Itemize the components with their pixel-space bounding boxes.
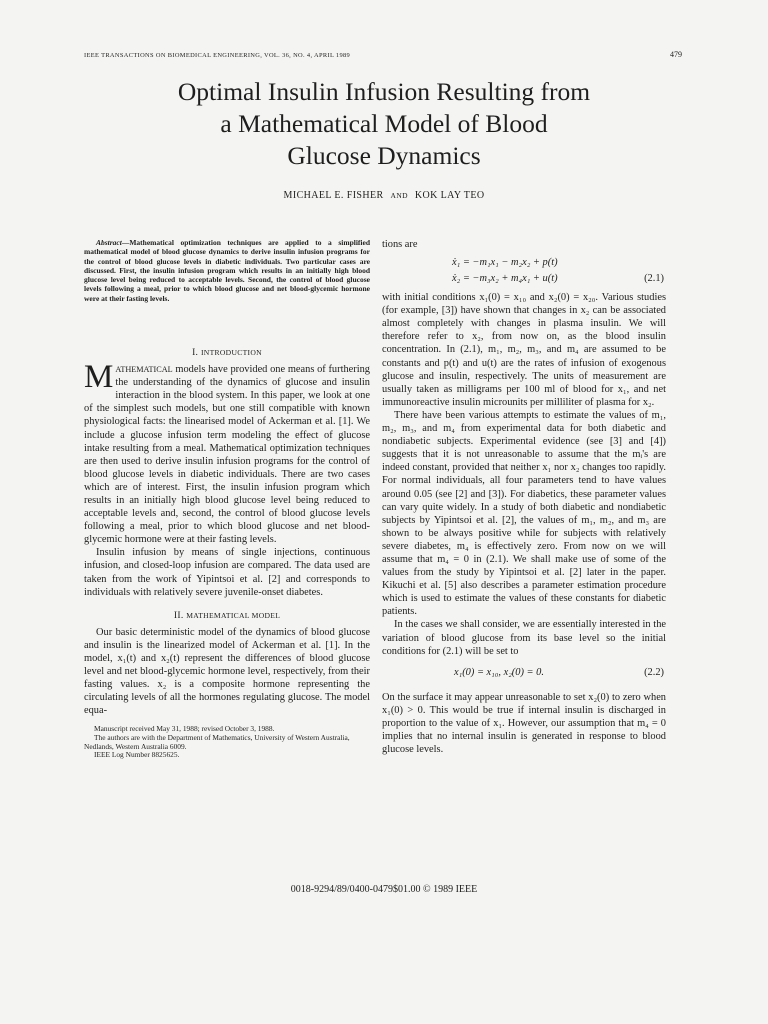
abstract-lead: Abstract [96,238,122,247]
model-paragraph-5: On the surface it may appear unreasonable to set x₂(0) to zero when x₁(0) > 0. This would be true if internal insulin is discharged in proportion to the value of x₁. However, our assumption that m₄ = 0 implies that no internal insulin is generated in response to blood glucose levels. [382,691,666,756]
copyright-line: 0018-9294/89/0400-0479$01.00 © 1989 IEEE [290,884,478,895]
intro-paragraph-2: Insulin infusion by means of single injections, continuous infusion, and closed-loop infusion are compared. The data used are taken from the work of Yipintsoi et al. [2] and corresponds to individuals with relatively severe juvenile-onset diabetes. [84,547,370,598]
model-paragraph-2: with initial conditions x₁(0) = x₁₀ and x₂(0) = x₂₀. Various studies (for example, [3]) have shown that changes in x₂ can be associated almost completely with changes in plasma insulin. We will therefore refer to x₂, from now on, as the blood insulin concentration. In (2.1), m₁, m₂, m₃, and m₄ are assumed to be constants and p(t) and u(t) are the rates of infusion of exogenous glucose and insulin, respectively. The units of measurement are usually taken as milligrams per 100 ml of blood for x₁, and net immunoreactive insulin microunits per milliliter of plasma for x₂. [382,292,666,408]
intro-first-word: ATHEMATICAL [115,365,173,375]
model-paragraph-4: In the cases we shall consider, we are essentially interested in the variation of blood glucose from its base level so the initial conditions for (2.1) will be set to [382,619,666,657]
author-conjunction: AND [390,191,408,200]
section-heading-introduction: I. INTRODUCTION [192,347,262,359]
footnote-received: Manuscript received May 31, 1988; revised October 3, 1988. [94,724,275,734]
footnotes [84,725,370,759]
author-1: MICHAEL E. FISHER [283,190,384,201]
equation-number-2-2: (2.2) [644,666,664,678]
abstract [84,238,370,303]
section-heading-model: II. MATHEMATICAL MODEL [173,609,281,621]
drop-cap: M [84,359,114,396]
paper-title [0,76,768,172]
equation-number-2-1: (2.1) [644,273,664,285]
title-line-1: Optimal Insulin Infusion Resulting from [177,77,591,106]
equation-2-1-line-2: ẋ₂ = −m₃x₂ + m₄x₁ + u(t) (2.1) [452,273,664,285]
abstract-text: —Mathematical optimization techniques are applied to a simplified mathematical model of blood glucose dynamics to derive insulin infusion programs for the control of blood glucose levels in diabetic individuals. Two particular cases are discussed. First, the insulin infusion program which results in an initially high blood glucose level being reduced to acceptable levels. Second, the control of blood glucose levels following a meal, prior to which blood glucose and net blood-glycemic hormone were at their fasting levels. [84,238,370,303]
equation-2-1-line-1: ẋ₁ = −m₁x₁ − m₂x₂ + p(t) [452,257,558,269]
footnote-log: IEEE Log Number 8825625. [94,750,180,760]
running-head: IEEE TRANSACTIONS ON BIOMEDICAL ENGINEERING, VOL. 36, NO. 4, APRIL 1989 [84,52,351,59]
model-paragraph-3: There have been various attempts to estimate the values of m₁, m₂, m₃, and m₄ from experimental data for both diabetic and nondiabetic subjects. Experimental evidence (see [3] and [4]) suggests that it is not unreasonable to assume that the mᵢ's are indeed constant, provided that neither x₁ nor x₂ changes too rapidly. For normal individuals, all four parameters tend to have values around 0.05 (see [2] and [3]). For diabetics, these parameter values can vary quite widely. In a study of both diabetic and nondiabetic subjects by Yipintsoi et al. [2], the values of m₁, m₂, and m₃ are shown to be always positive while for subjects with relatively severe diabetes, m₄ is effectively zero. From now on we will assume that m₄ = 0 in (2.1). We shall make use of some of the values from the study by Yipintsoi et al. [2] later in the paper. Kikuchi et al. [5] also describes a parameter estimation procedure which is used to estimate the values of these constants for diabetic patients. [382,409,666,618]
author-2: KOK LAY TEO [414,190,485,201]
author-line [0,190,768,201]
tions-are: tions are [382,239,418,250]
model-paragraph-1: Our basic deterministic model of the dynamics of blood glucose and insulin is the linearized model of Ackerman et al. [1]. In the model, x₁(t) and x₂(t) represent the differences of blood glucose level and net blood-glycemic hormone level, respectively, from their fasting values. x₂ is a composite hormone representing the circulating levels of all the hormones regulating glucose. The model equa- [84,626,370,717]
right-column [382,238,666,756]
footnote-affiliation: The authors are with the Department of Mathematics, University of Western Australia, Nedlands, Western Australia 6009. [84,733,350,751]
intro-paragraph-1 [84,359,370,546]
title-line-3: Glucose Dynamics [287,141,481,170]
title-line-2: a Mathematical Model of Blood [220,109,548,138]
equation-2-2: x₁(0) = x₁₀, x₂(0) = 0. (2.2) [454,666,664,678]
intro-text-1: models have provided one means of furthering the understanding of the dynamics of glucose and insulin interaction in the blood system. In this paper, we look at one of the simplest such models, but one still compatible with known physiological facts: the linearised model of Ackerman et al. [1]. We include a glucose infusion term modeling the effect of glucose intake resulting from a meal. Mathematical optimization techniques are then used to derive insulin infusion programs for the control of blood glucose levels in diabetic individuals. There are two cases which are of interest. First, the insulin infusion program which results in an initially high blood glucose level being reduced to acceptable levels and, second, the control of blood glucose levels following a meal, prior to which blood glucose and net blood-glycemic hormone were at their fasting levels. [84,364,370,546]
left-column [84,238,370,760]
page-number: 479 [670,50,682,59]
